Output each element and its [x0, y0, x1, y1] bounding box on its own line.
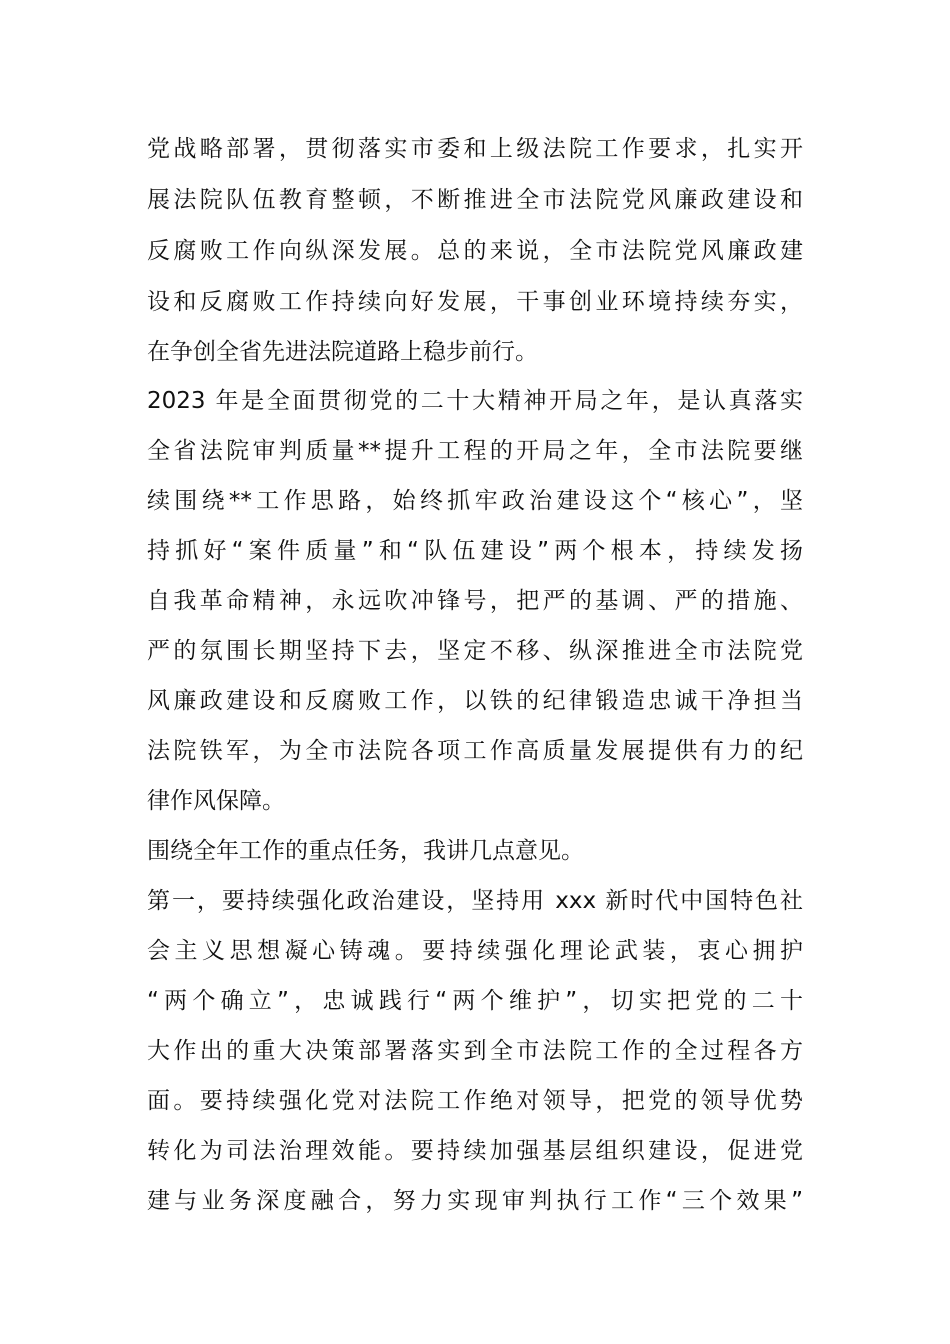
text-line: 建与业务深度融合，努力实现审判执行工作“三个效果” — [147, 1188, 803, 1214]
text-line: 反腐败工作向纵深发展。总的来说，全市法院党风廉政建 — [147, 238, 803, 264]
text-line: 面。要持续强化党对法院工作绝对领导，把党的领导优势 — [147, 1088, 803, 1114]
text-line: 律作风保障。 — [147, 788, 285, 814]
text-line: 全省法院审判质量**提升工程的开局之年，全市法院要继 — [147, 438, 803, 464]
text-line: 法院铁军，为全市法院各项工作高质量发展提供有力的纪 — [147, 738, 803, 764]
text-line: 展法院队伍教育整顿，不断推进全市法院党风廉政建设和 — [147, 187, 803, 213]
text-line: 在争创全省先进法院道路上稳步前行。 — [147, 339, 538, 365]
text-line: 大作出的重大决策部署落实到全市法院工作的全过程各方 — [147, 1038, 803, 1064]
text-line: 严的氛围长期坚持下去，坚定不移、纵深推进全市法院党 — [147, 638, 803, 664]
text-line: 党战略部署，贯彻落实市委和上级法院工作要求，扎实开 — [147, 136, 803, 162]
text-line: 转化为司法治理效能。要持续加强基层组织建设，促进党 — [147, 1138, 803, 1164]
text-line: 第一，要持续强化政治建设，坚持用 xxx 新时代中国特色社 — [147, 888, 803, 914]
text-line: 续围绕**工作思路，始终抓牢政治建设这个“核心”，坚 — [147, 488, 803, 514]
text-line: 持抓好“案件质量”和“队伍建设”两个根本，持续发扬 — [147, 538, 803, 564]
text-line: “两个确立”，忠诚践行“两个维护”，切实把党的二十 — [147, 988, 803, 1014]
text-line: 2023 年是全面贯彻党的二十大精神开局之年，是认真落实 — [147, 388, 803, 414]
text-line: 围绕全年工作的重点任务，我讲几点意见。 — [147, 838, 584, 864]
text-line: 设和反腐败工作持续向好发展，干事创业环境持续夯实， — [147, 289, 803, 315]
text-line: 会主义思想凝心铸魂。要持续强化理论武装，衷心拥护 — [147, 938, 803, 964]
text-line: 风廉政建设和反腐败工作，以铁的纪律锻造忠诚干净担当 — [147, 688, 803, 714]
text-line: 自我革命精神，永远吹冲锋号，把严的基调、严的措施、 — [147, 588, 803, 614]
